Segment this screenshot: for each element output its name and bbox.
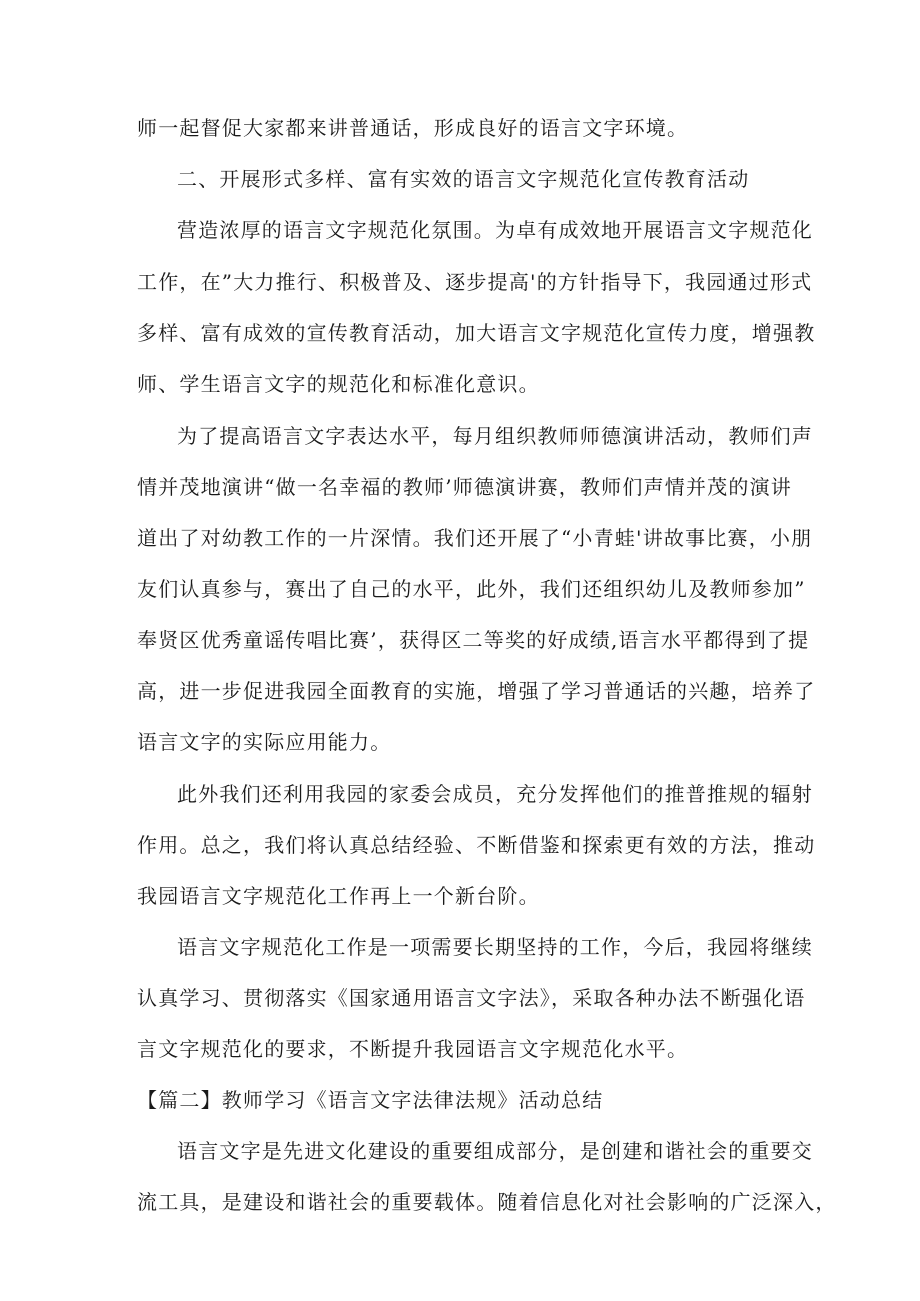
text-line: 言文字规范化的要求，不断提升我园语言文字规范化水平。 <box>137 1037 689 1061</box>
text-line: 情并茂地演讲“做一名幸福的教师’师德演讲赛，教师们声情并茂的演讲 <box>137 475 792 499</box>
text-line: 语言文字是先进文化建设的重要组成部分，是创建和谐社会的重要交 <box>177 1139 813 1163</box>
article-heading: 【篇二】教师学习《语言文字法律法规》活动总结 <box>137 1088 604 1112</box>
text-line: 语言文字的实际应用能力。 <box>137 730 392 754</box>
text-line: 友们认真参与，赛出了自己的水平，此外，我们还组织幼儿及教师参加” <box>137 577 806 601</box>
text-line: 为了提高语言文字表达水平，每月组织教师师德演讲活动，教师们声 <box>177 424 813 448</box>
text-line: 师一起督促大家都来讲普通话，形成良好的语言文字环境。 <box>137 116 689 140</box>
text-line: 多样、富有成效的宣传教育活动，加大语言文字规范化宣传力度，增强教 <box>137 321 816 345</box>
text-line: 师、学生语言文字的规范化和标准化意识。 <box>137 372 540 396</box>
text-line: 流工具，是建设和谐社会的重要载体。随着信息化对社会影响的广泛深入， <box>137 1190 837 1214</box>
text-line: 此外我们还利用我园的家委会成员，充分发挥他们的推普推规的辐射 <box>177 782 813 806</box>
text-line: 我园语言文字规范化工作再上一个新台阶。 <box>137 884 540 908</box>
text-line: 认真学习、贯彻落实《国家通用语言文字法》，采取各种办法不断强化语 <box>137 986 806 1010</box>
text-line: 作用。总之，我们将认真总结经验、不断借鉴和探索更有效的方法，推动 <box>137 833 816 857</box>
text-line: 高，进一步促进我园全面教育的实施，增强了学习普通话的兴趣，培养了 <box>137 679 816 703</box>
text-line: 奉贤区优秀童谣传唱比赛’，获得区二等奖的好成绩,语言水平都得到了提 <box>137 628 810 652</box>
text-line: 工作，在”大力推行、积极普及、逐步提高'的方针指导下，我园通过形式 <box>137 270 813 294</box>
text-line: 道出了对幼教工作的一片深情。我们还开展了“小青蛙'讲故事比赛，小朋 <box>137 526 813 550</box>
text-line: 营造浓厚的语言文字规范化氛围。为卓有成效地开展语言文字规范化 <box>177 218 813 242</box>
text-line: 语言文字规范化工作是一项需要长期坚持的工作，今后，我园将继续 <box>177 935 813 959</box>
section-heading: 二、开展形式多样、富有实效的语言文字规范化宣传教育活动 <box>177 167 750 191</box>
